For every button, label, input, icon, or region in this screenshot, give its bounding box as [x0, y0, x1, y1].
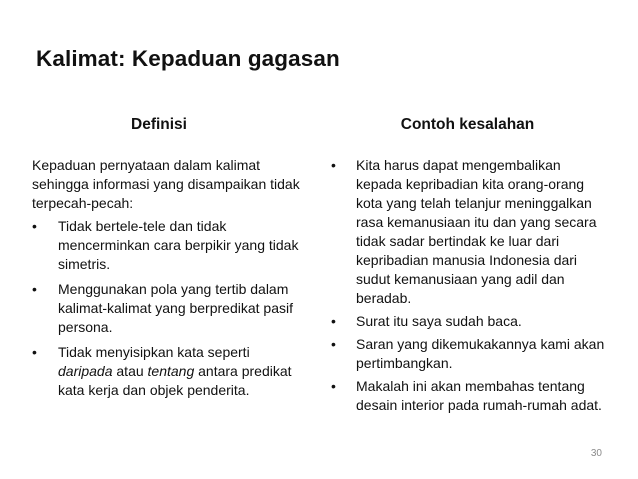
bullet-icon: •	[331, 336, 336, 352]
error-examples-bullet-list	[330, 156, 605, 415]
definition-bullet-text: Tidak bertele-tele dan tidak mencerminkan cara berpikir yang tidak simetris.	[58, 218, 299, 272]
definition-intro: Kepaduan pernyataan dalam kalimat sehingga informasi yang disampaikan tidak terpecah-pecah:	[32, 157, 300, 211]
bullet-icon: •	[32, 281, 37, 297]
definition-column	[28, 116, 308, 406]
slide-title: Kalimat: Kepaduan gagasan	[36, 46, 340, 71]
definition-bullet-text: Menggunakan pola yang tertib dalam kalimat-kalimat yang berpredikat pasif persona.	[58, 281, 293, 335]
error-example-item	[330, 377, 605, 415]
definition-bullet-item	[28, 217, 308, 274]
italic-term: tentang	[147, 363, 195, 379]
definition-bullet-list	[28, 217, 308, 400]
error-examples-heading: Contoh kesalahan	[400, 116, 535, 133]
error-example-text: Kita harus dapat mengembalikan kepada kepribadian kita orang-orang kota yang telah telanjur meninggalkan rasa kemanusiaan itu dan yang secara tidak sadar bertindak ke luar dari kepribadian manusia Indonesia dari sudut kemanusiaan yang adil dan beradab.	[356, 157, 597, 306]
page-number: 30	[590, 448, 602, 459]
error-example-text: Makalah ini akan membahas tentang desain interior pada rumah-rumah adat.	[356, 378, 602, 413]
bullet-icon: •	[331, 378, 336, 394]
error-example-item	[330, 335, 605, 373]
error-example-item	[330, 312, 605, 331]
definition-bullet-item	[28, 280, 308, 337]
definition-bullet-item	[28, 343, 308, 400]
bullet-icon: •	[331, 157, 336, 173]
error-example-text: Saran yang dikemukakannya kami akan pertimbangkan.	[356, 336, 605, 371]
error-example-item	[330, 156, 605, 308]
bullet-icon: •	[32, 344, 37, 360]
definition-bullet-text-post: antara predikat kata kerja dan objek penderita.	[58, 363, 292, 398]
definition-heading: Definisi	[131, 116, 187, 133]
definition-bullet-text-pre: Tidak menyisipkan kata seperti	[58, 344, 250, 360]
bullet-icon: •	[32, 218, 37, 234]
error-example-text: Surat itu saya sudah baca.	[356, 313, 522, 329]
definition-bullet-text-mid: atau	[112, 363, 148, 379]
bullet-icon: •	[331, 313, 336, 329]
italic-term: daripada	[58, 363, 113, 379]
error-examples-column	[330, 116, 605, 419]
